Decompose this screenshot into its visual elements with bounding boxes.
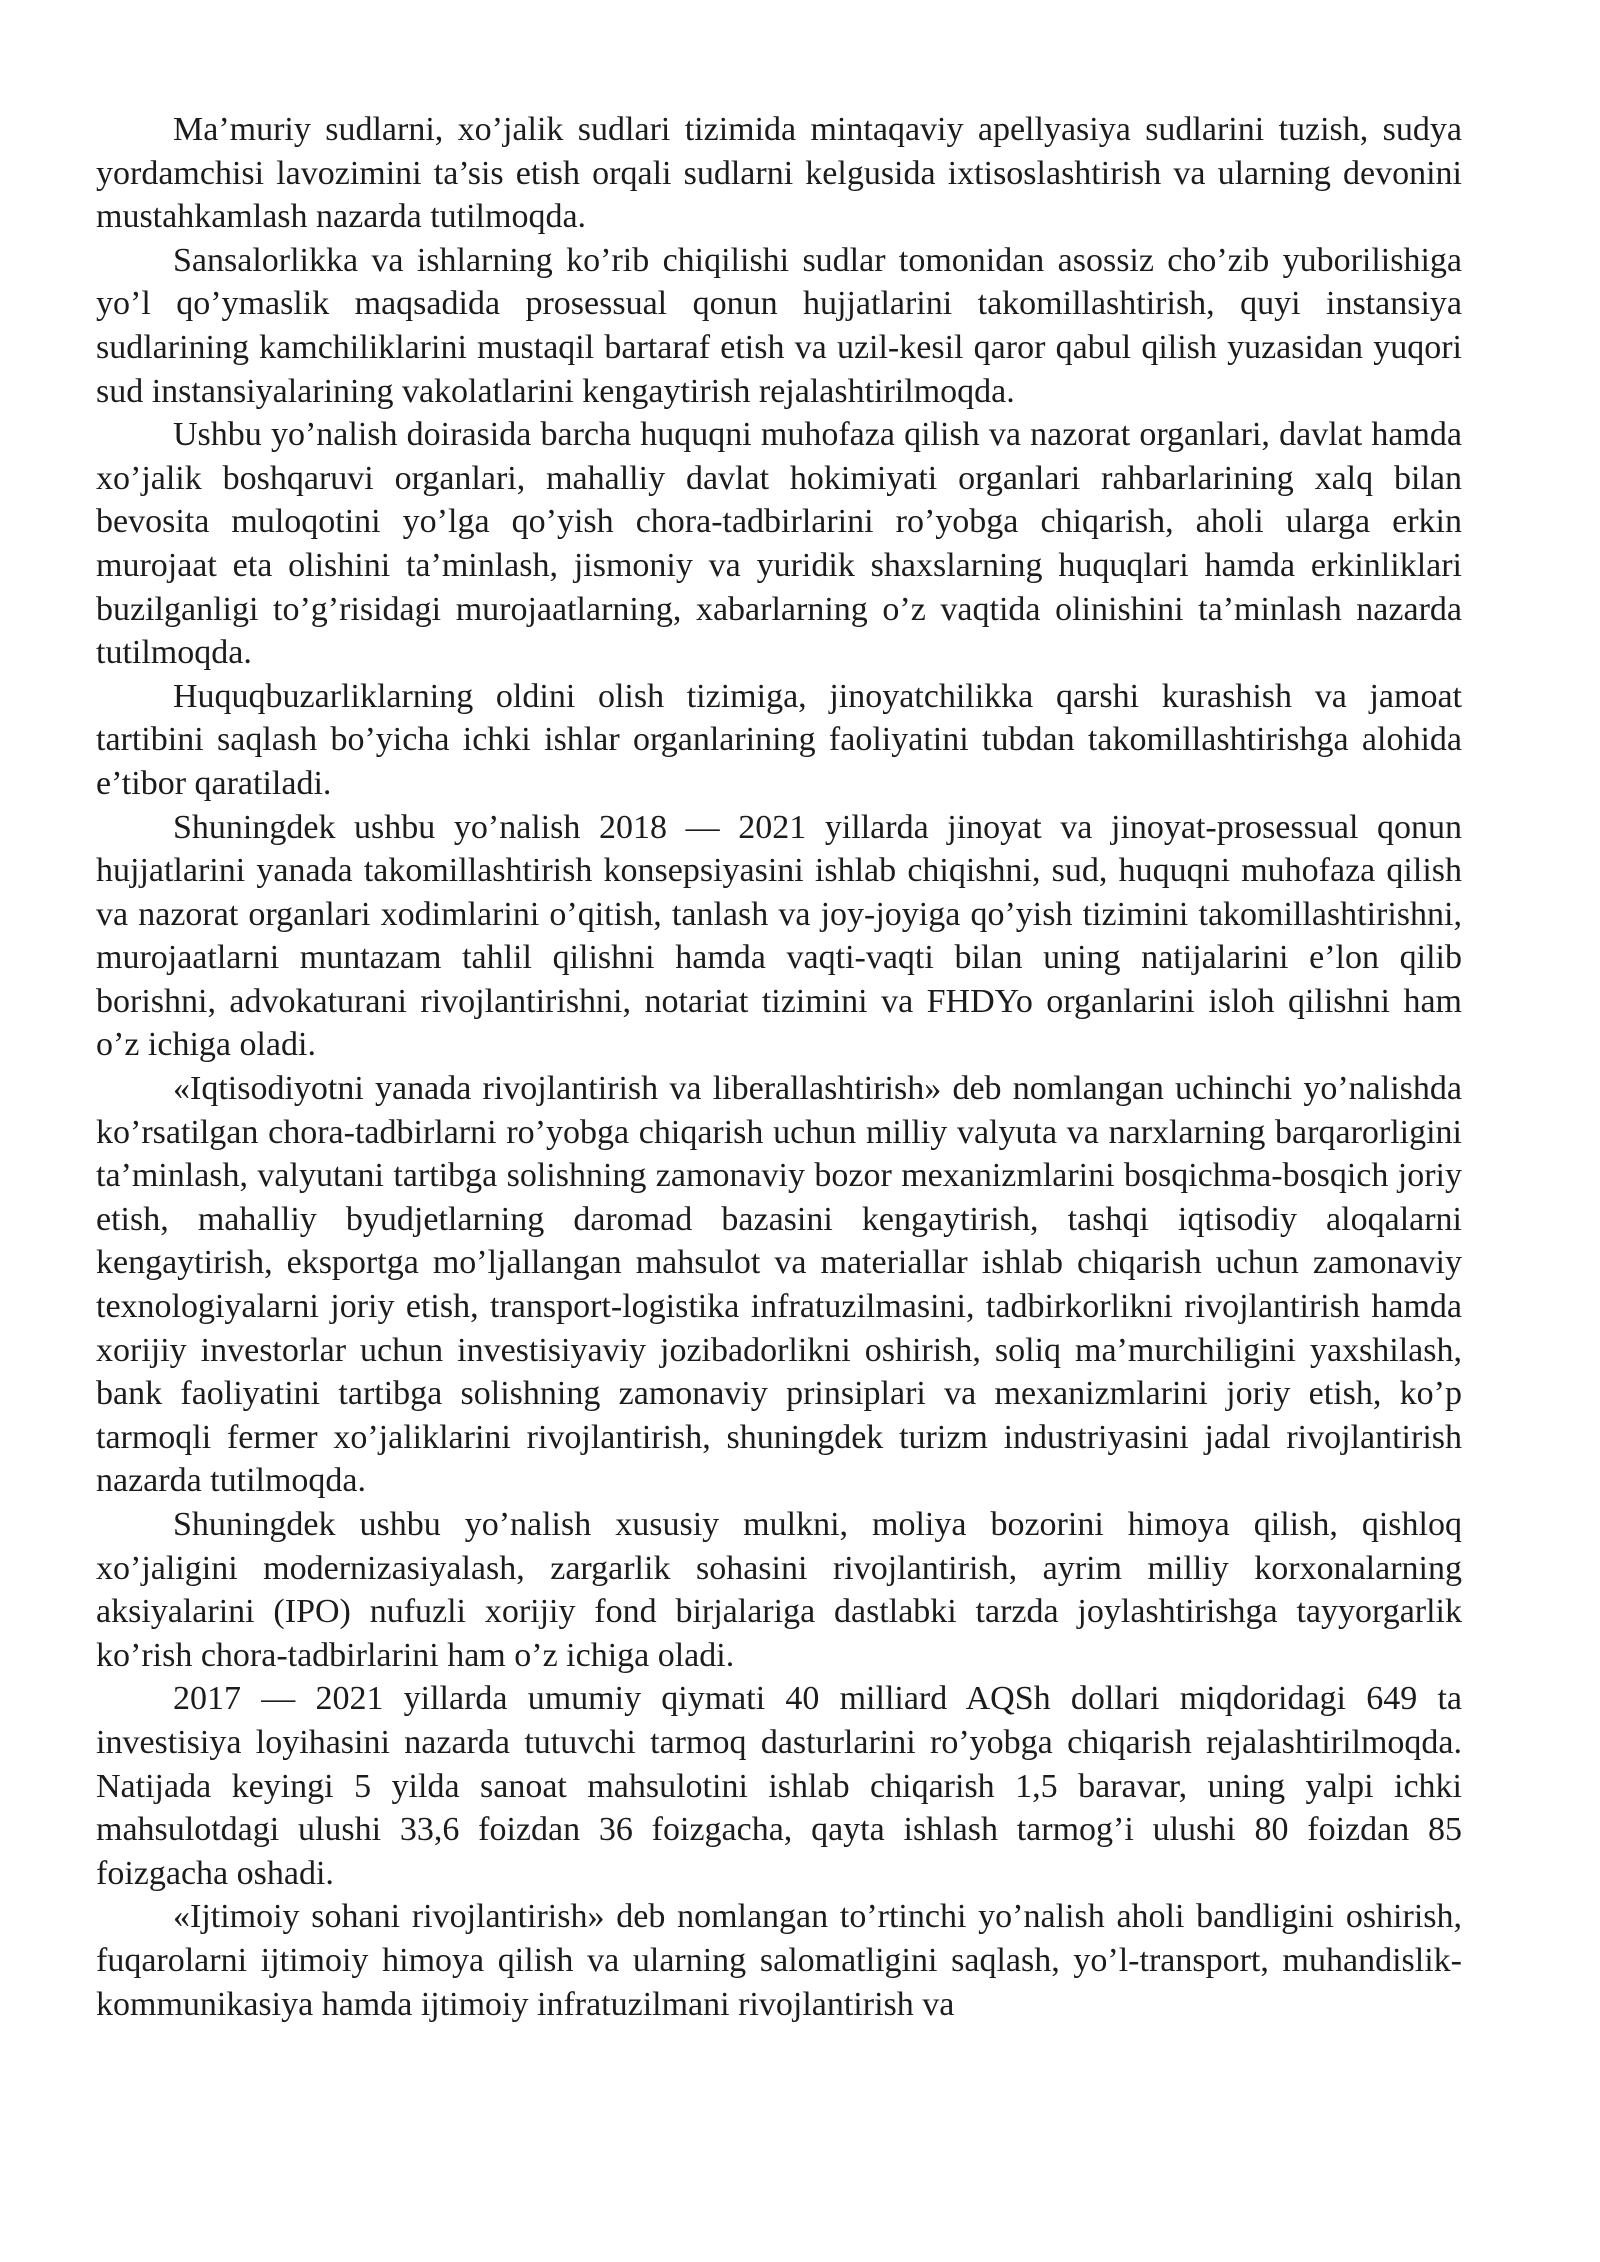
paragraph: 2017 — 2021 yillarda umumiy qiymati 40 milliard AQSh dollari miqdoridagi 649 ta investisiya loyihasini nazarda tutuvchi tarmoq dasturlarini ro’yobga chiqarish rejalashtirilmoqda. Natijada keyingi 5 yilda sanoat mahsulotini ishlab chiqarish 1,5 baravar, uning yalpi ichki mahsulotdagi ulushi 33,6 foizdan 36 foizgacha, qayta ishlash tarmog’i ulushi 80 foizdan 85 foizgacha oshadi.: [96, 1680, 1462, 1892]
paragraph: Shuningdek ushbu yo’nalish 2018 — 2021 yillarda jinoyat va jinoyat-prosessual qonun hujjatlarini yanada takomillashtirish konsepsiyasini ishlab chiqishni, sud, huquqni muhofaza qilish va nazorat organlari xodimlarini o’qitish, tanlash va joy-joyiga qo’yish tizimini takomillashtirishni, murojaatlarni muntazam tahlil qilishni hamda vaqti-vaqti bilan uning natijalarini e’lon qilib borishni, advokaturani rivojlantirishni, notariat tizimini va FHDYo organlarini isloh qilishni ham o’z ichiga oladi.: [96, 808, 1462, 1064]
paragraph: Huquqbuzarliklarning oldini olish tizimiga, jinoyatchilikka qarshi kurashish va jamoat tartibini saqlash bo’yicha ichki ishlar organlarining faoliyatini tubdan takomillashtirishga alohida e’tibor qaratiladi.: [96, 677, 1462, 802]
paragraph: «Iqtisodiyotni yanada rivojlantirish va liberallashtirish» deb nomlangan uchinchi yo’nalishda ko’rsatilgan chora-tadbirlarni ro’yobga chiqarish uchun milliy valyuta va narxlarning barqarorligini ta’minlash, valyutani tartibga solishning zamonaviy bozor mexanizmlarini bosqichma-bosqich joriy etish, mahalliy byudjetlarning daromad bazasini kengaytirish, tashqi iqtisodiy aloqalarni kengaytirish, eksportga mo’ljallangan mahsulot va materiallar ishlab chiqarish uchun zamonaviy texnologiyalarni joriy etish, transport-logistika infratuzilmasini, tadbirkorlikni rivojlantirish hamda xorijiy investorlar uchun investisiyaviy jozibadorlikni oshirish, soliq ma’murchiligini yaxshilash, bank faoliyatini tartibga solishning zamonaviy prinsiplari va mexanizmlarini joriy etish, ko’p tarmoqli fermer xo’jaliklarini rivojlantirish, shuningdek turizm industriyasini jadal rivojlantirish nazarda tutilmoqda.: [96, 1070, 1462, 1500]
paragraph: «Ijtimoiy sohani rivojlantirish» deb nomlangan to’rtinchi yo’nalish aholi bandligini oshirish, fuqarolarni ijtimoiy himoya qilish va ularning salomatligini saqlash, yo’l-transport, muhandislik-kommunikasiya hamda ijtimoiy infratuzilmani rivojlantirish va: [96, 1898, 1462, 2023]
document-page: [96, 108, 1462, 2026]
paragraph: Ushbu yo’nalish doirasida barcha huquqni muhofaza qilish va nazorat organlari, davlat hamda xo’jalik boshqaruvi organlari, mahalliy davlat hokimiyati organlari rahbarlarining xalq bilan bevosita muloqotini yo’lga qo’yish chora-tadbirlarini ro’yobga chiqarish, aholi ularga erkin murojaat eta olishini ta’minlash, jismoniy va yuridik shaxslarning huquqlari hamda erkinliklari buzilganligi to’g’risidagi murojaatlarning, xabarlarning o’z vaqtida olinishini ta’minlash nazarda tutilmoqda.: [96, 416, 1462, 672]
paragraph: Sansalorlikka va ishlarning ko’rib chiqilishi sudlar tomonidan asossiz cho’zib yuborilishiga yo’l qo’ymaslik maqsadida prosessual qonun hujjatlarini takomillashtirish, quyi instansiya sudlarining kamchiliklarini mustaqil bartaraf etish va uzil-kesil qaror qabul qilish yuzasidan yuqori sud instansiyalarining vakolatlarini kengaytirish rejalashtirilmoqda.: [96, 241, 1462, 410]
paragraph: Shuningdek ushbu yo’nalish xususiy mulkni, moliya bozorini himoya qilish, qishloq xo’jaligini modernizasiyalash, zargarlik sohasini rivojlantirish, ayrim milliy korxonalarning aksiyalarini (IPO) nufuzli xorijiy fond birjalariga dastlabki tarzda joylashtirishga tayyorgarlik ko’rish chora-tadbirlarini ham o’z ichiga oladi.: [96, 1506, 1462, 1674]
paragraph: Ma’muriy sudlarni, xo’jalik sudlari tizimida mintaqaviy apellyasiya sudlarini tuzish, sudya yordamchisi lavozimini ta’sis etish orqali sudlarni kelgusida ixtisoslashtirish va ularning devonini mustahkamlash nazarda tutilmoqda.: [96, 111, 1462, 236]
